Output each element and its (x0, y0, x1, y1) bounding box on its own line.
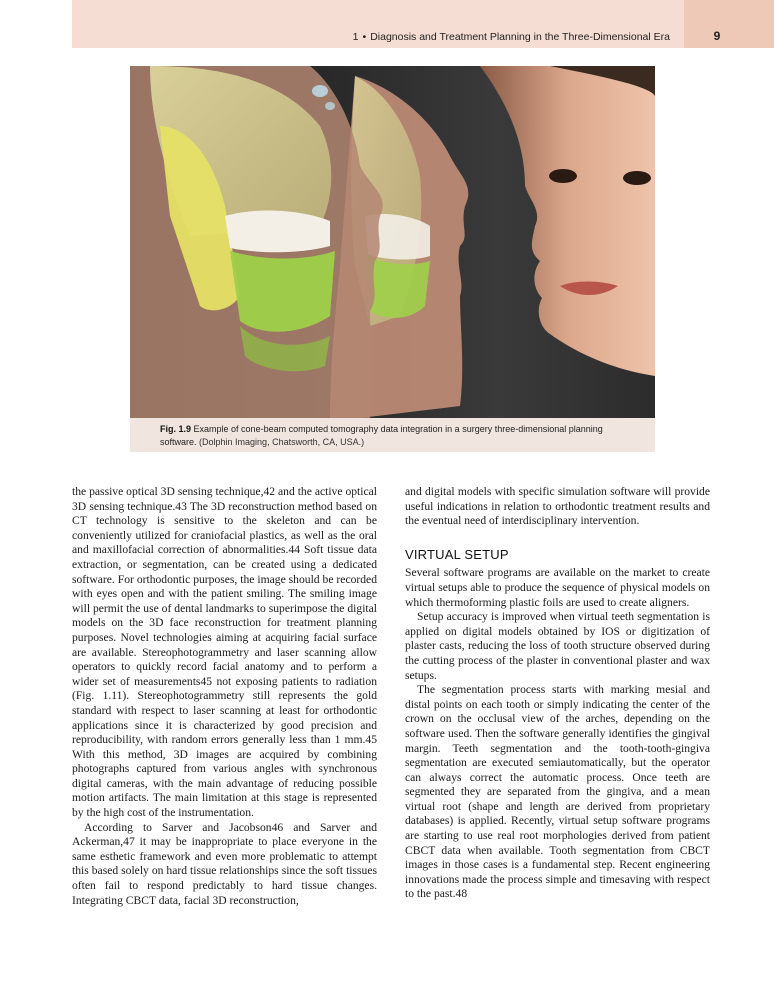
figure-label: Fig. 1.9 (160, 424, 192, 434)
paragraph: Setup accuracy is improved when virtual teeth segmentation is applied on digital models obtained by IOS or digitization of plaster casts, reducing the loss of tooth structure observed during the cutting process of the plaster in conventional plaster and wax setups. (405, 610, 710, 682)
face-superimposition-illustration (130, 66, 655, 418)
paragraph: Several software programs are available on the market to create virtual setups able to produce the sequence of physical models on which thermoforming plastic foils are used to create aligners. (405, 566, 710, 609)
left-column (72, 485, 377, 908)
chapter-title: Diagnosis and Treatment Planning in the Three-Dimensional Era (370, 31, 670, 43)
section-heading: VIRTUAL SETUP (405, 546, 509, 562)
running-head (72, 31, 670, 43)
paragraph: According to Sarver and Jacobson46 and Sarver and Ackerman,47 it may be inappropriate to place everyone in the same esthetic framework and even more problematic to attempt this based solely on hard tissue relationships since the soft tissues often fail to respond predictably to hard tissue changes. Integrating CBCT data, facial 3D reconstruction, (72, 820, 377, 907)
chapter-number: 1 (352, 31, 359, 43)
header-separator: • (362, 31, 367, 43)
figure-caption-text: Example of cone-beam computed tomography data integration in a surgery three-dimensional planning software. (160, 424, 603, 447)
right-column (405, 485, 710, 902)
figure-image (130, 66, 655, 418)
paragraph: the passive optical 3D sensing technique,42 and the active optical 3D sensing technique.43 The 3D reconstruction method based on CT technology is sensitive to the skeleton and can be conveniently utilized for craniofacial plastics, as well as the oral and maxillofacial correction of abnormalities.44 Soft tissue data extraction, or segmentation, can be created using a dedicated software. For orthodontic purposes, the image should be recorded with eyes open and with the patient smiling. The smiling image will permit the use of dental landmarks to superimpose the digital models on the 3D face reconstruction for treatment planning purposes. Novel technologies aiming at acquiring facial surface are available. Stereophotogrammetry and laser scanning allow operators to quickly record facial anatomy and to perform a wider set of measurements45 not exposing patients to radiation (Fig. 1.11). Stereophotogrammetry still represents the gold standard with respect to laser scanning at least for orthodontic applications since it is characterized by good precision and reproducibility, with random errors generally less than 1 mm.45 With this method, 3D images are acquired by combining photographs captured from various angles with synchronous digital cameras, with the main advantage of reducing possible motion artifacts. The main limitation at this stage is represented by the high cost of the instrumentation. (72, 485, 377, 820)
figure-caption (160, 423, 640, 448)
paragraph: and digital models with specific simulation software will provide useful indications in relation to orthodontic treatment results and the eventual need of interdisciplinary intervention. (405, 485, 710, 528)
page-number: 9 (713, 29, 721, 43)
figure-credit: (Dolphin Imaging, Chatsworth, CA, USA.) (199, 436, 365, 447)
paragraph: The segmentation process starts with marking mesial and distal points on each tooth or simply indicating the center of the crown on the occlusal view of the arches, depending on the software used. Then the software generally identifies the gingival margin. Teeth segmentation and the tooth-tooth-gingiva segmentation are executed semiautomatically, but the operator can always correct the automatic process. Once teeth are segmented they are separated from the gingiva, and a mean virtual root (shape and length are derived from proprietary databases) is applied. Recently, virtual setup software programs are starting to use real root morphologies derived from patient CBCT data when available. Tooth segmentation from CBCT images in those cases is a fundamental step. Recent engineering innovations made the process simple and timesaving with respect to the past.48 (405, 683, 710, 901)
